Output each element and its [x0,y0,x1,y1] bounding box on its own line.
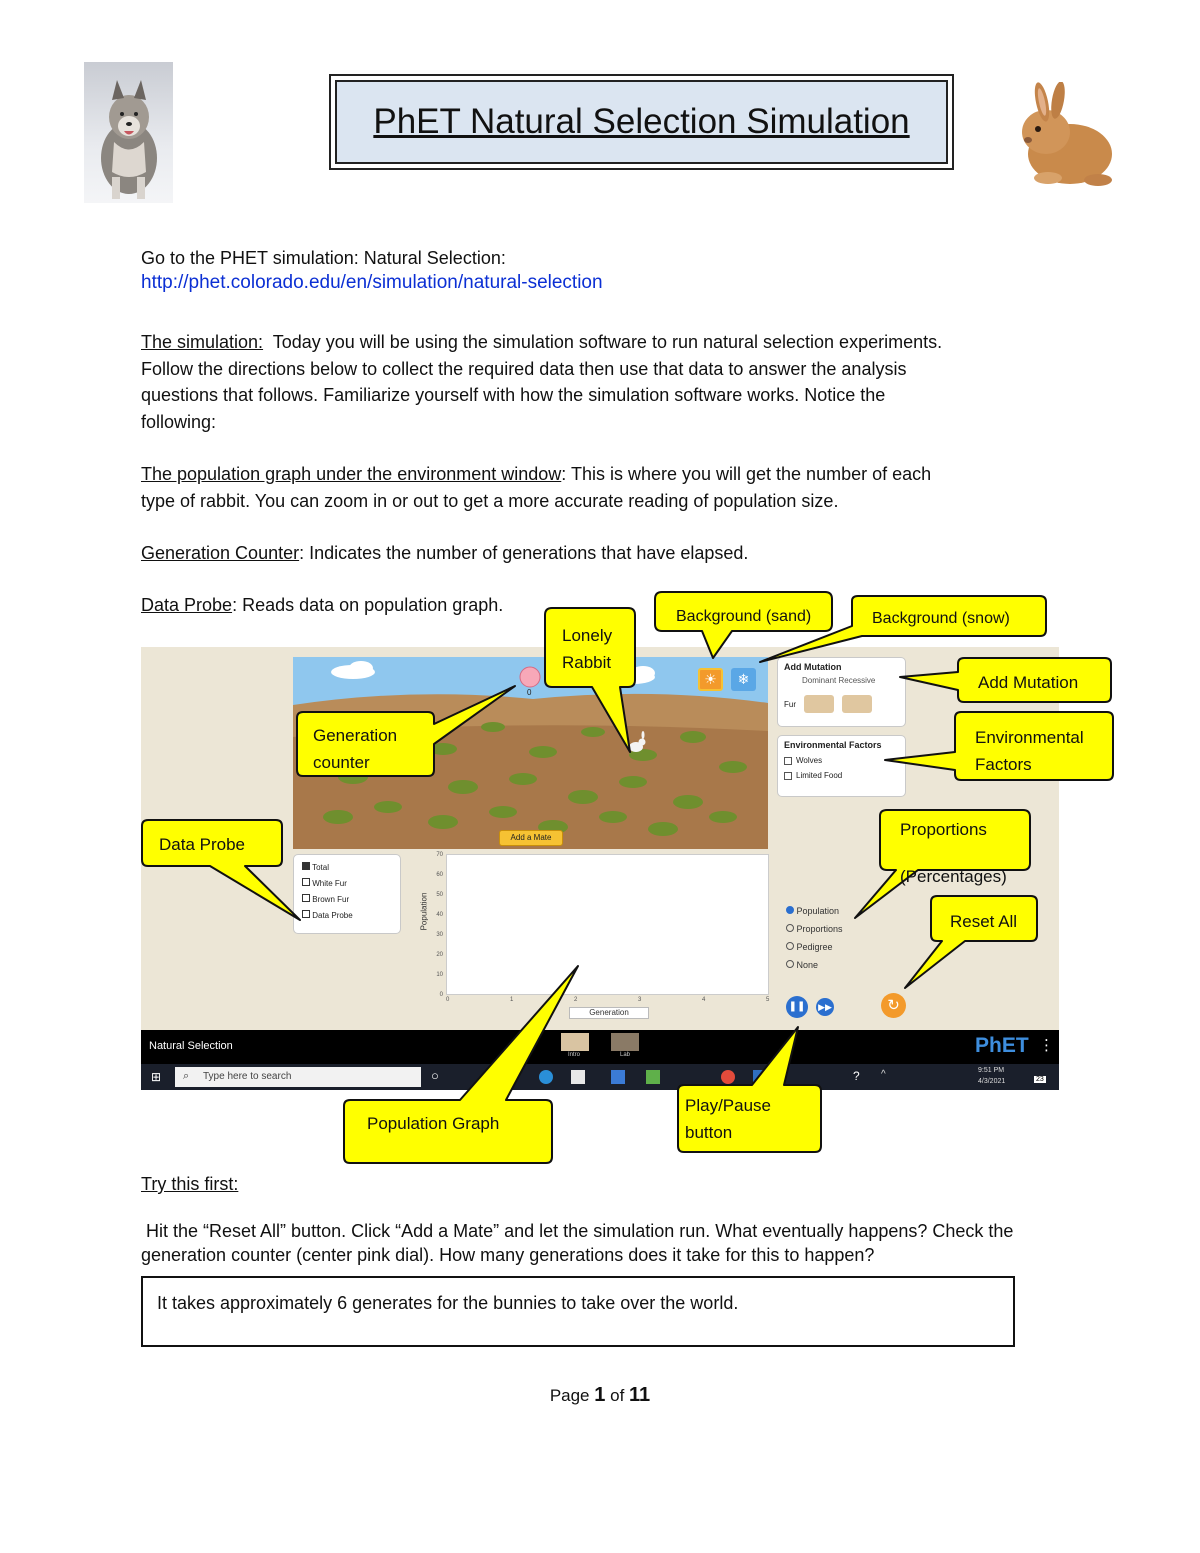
population-graph-label: The population graph under the environment window [141,464,562,484]
x-tick-label: 5 [766,997,770,1003]
wolves-label: Wolves [796,756,823,765]
app-name: Natural Selection [149,1040,233,1052]
generation-counter-desc: : Indicates the number of generations that have elapsed. [299,543,749,563]
task-view-icon[interactable]: ○ [431,1068,439,1083]
lonely-rabbit-callout-text [562,622,622,676]
view-proportions-label: Proportions [796,924,843,934]
fur-label: Fur [784,699,796,709]
notification-badge[interactable]: 23 [1036,1076,1044,1083]
add-mutation-title: Add Mutation [784,662,842,672]
sun-icon: ☀ [704,671,717,687]
x-tick-label: 3 [638,997,642,1003]
legend-data-probe: Data Probe [312,911,353,920]
pause-icon: ❚❚ [788,1001,806,1012]
refresh-icon: ↻ [887,997,900,1014]
clock-date: 4/3/2021 [978,1078,1006,1085]
play-pause-text [685,1092,771,1146]
proportions-text [900,816,1007,890]
population-graph-line-2: type of rabbit. You can zoom in or out to get a more accurate reading of population size. [141,490,839,511]
generation-counter-line-2: counter [313,753,370,772]
view-none-label: None [796,960,819,970]
proportions-line-2: (Percentages) [900,867,1007,886]
y-axis-label: Population [419,892,429,931]
y-tick-label: 30 [436,932,443,938]
of-word: of [610,1386,625,1405]
legend-total: Total [312,863,329,872]
data-probe-label: Data Probe [141,595,233,615]
try-first-instructions [141,1219,1061,1267]
legend-brown-fur: Brown Fur [312,895,350,904]
population-graph-text: Population Graph [367,1114,500,1133]
tray-chevron-icon[interactable]: ^ [881,1069,886,1080]
search-icon: ⌕ [183,1070,190,1082]
goto-line: Go to the PHET simulation: Natural Selection: [141,248,506,268]
x-tick-label: 1 [510,997,514,1003]
phet-logo[interactable]: PhET [975,1034,1029,1057]
fast-forward-icon: ▶▶ [818,1002,832,1012]
help-icon[interactable]: ? [853,1069,860,1083]
proportions-line-1: Proportions [900,820,987,839]
answer-text: It takes approximately 6 generates for the bunnies to take over the world. [157,1293,739,1313]
answer-box[interactable] [141,1276,1015,1347]
search-placeholder: Type here to search [203,1071,292,1082]
page-footer [0,1384,1200,1407]
page-word: Page [549,1386,590,1405]
total-pages: 11 [629,1384,651,1406]
intro-screen-label: Intro [568,1052,581,1058]
simulation-line-1: Today you will be using the simulation software to run natural selection experiments. [272,332,943,352]
y-tick-label: 10 [436,972,443,978]
try-first-heading: Try this first: [141,1174,239,1194]
env-factors-title: Environmental Factors [784,740,882,750]
try-first-line-2: generation counter (center pink dial). How many generations does it take for this to happen? [141,1245,875,1265]
simulation-link[interactable]: http://phet.colorado.edu/en/simulation/natural-selection [141,272,603,293]
play-pause-line-2: button [685,1123,733,1142]
background-sand-text: Background (sand) [676,608,812,625]
background-snow-text: Background (snow) [872,610,1010,627]
y-tick-label: 60 [436,872,443,878]
data-probe-text: Data Probe [159,835,245,854]
lonely-rabbit-line-1: Lonely [562,626,613,645]
environmental-factors-line-1: Environmental [975,728,1084,747]
lonely-rabbit-line-2: Rabbit [562,653,612,672]
x-axis-label: Generation [569,1007,649,1019]
y-tick-label: 20 [436,952,443,958]
x-tick-label: 0 [446,997,450,1003]
legend-white-fur: White Fur [312,879,347,888]
add-a-mate-button[interactable]: Add a Mate [499,830,563,846]
x-tick-label: 2 [574,997,578,1003]
lab-screen-label: Lab [620,1052,631,1058]
simulation-label: The simulation: [141,332,264,352]
try-first-line-1: Hit the “Reset All” button. Click “Add a Mate” and let the simulation run. What eventually happens? Check the [141,1221,1014,1241]
x-tick-label: 4 [702,997,706,1003]
snowflake-icon: ❄ [737,671,750,687]
reset-all-text: Reset All [950,912,1018,931]
generation-counter-text [313,722,397,776]
limited-food-label: Limited Food [796,771,843,780]
page-title: PhET Natural Selection Simulation [373,102,910,141]
view-pedigree-label: Pedigree [796,942,833,952]
data-probe-desc: : Reads data on population graph. [232,595,504,615]
windows-start-icon[interactable]: ⊞ [151,1070,162,1084]
environmental-factors-text [975,724,1084,778]
generation-counter-value: 0 [527,688,532,697]
y-tick-label: 40 [436,912,443,918]
clock-time: 9:51 PM [978,1067,1005,1074]
add-mutation-text: Add Mutation [978,673,1079,692]
y-tick-label: 70 [436,852,443,858]
mutation-columns: Dominant Recessive [802,676,876,685]
menu-icon[interactable]: ⋮ [1039,1037,1054,1054]
environmental-factors-line-2: Factors [975,755,1032,774]
simulation-line-2: Follow the directions below to collect the required data then use that data to answer the analysis [141,358,907,379]
generation-counter-label: Generation Counter [141,543,300,563]
view-population-label: Population [796,906,840,916]
simulation-line-3: questions that follows. Familiarize yourself with how the simulation software works. Notice the [141,385,886,405]
generation-counter-line-1: Generation [313,726,398,745]
play-pause-line-1: Play/Pause [685,1096,771,1115]
y-tick-label: 50 [436,892,443,898]
simulation-line-4: following: [141,411,217,432]
page-number: 1 [594,1384,606,1406]
population-graph-line-1: : This is where you will get the number of each [561,464,932,484]
y-tick-label: 0 [439,992,443,998]
